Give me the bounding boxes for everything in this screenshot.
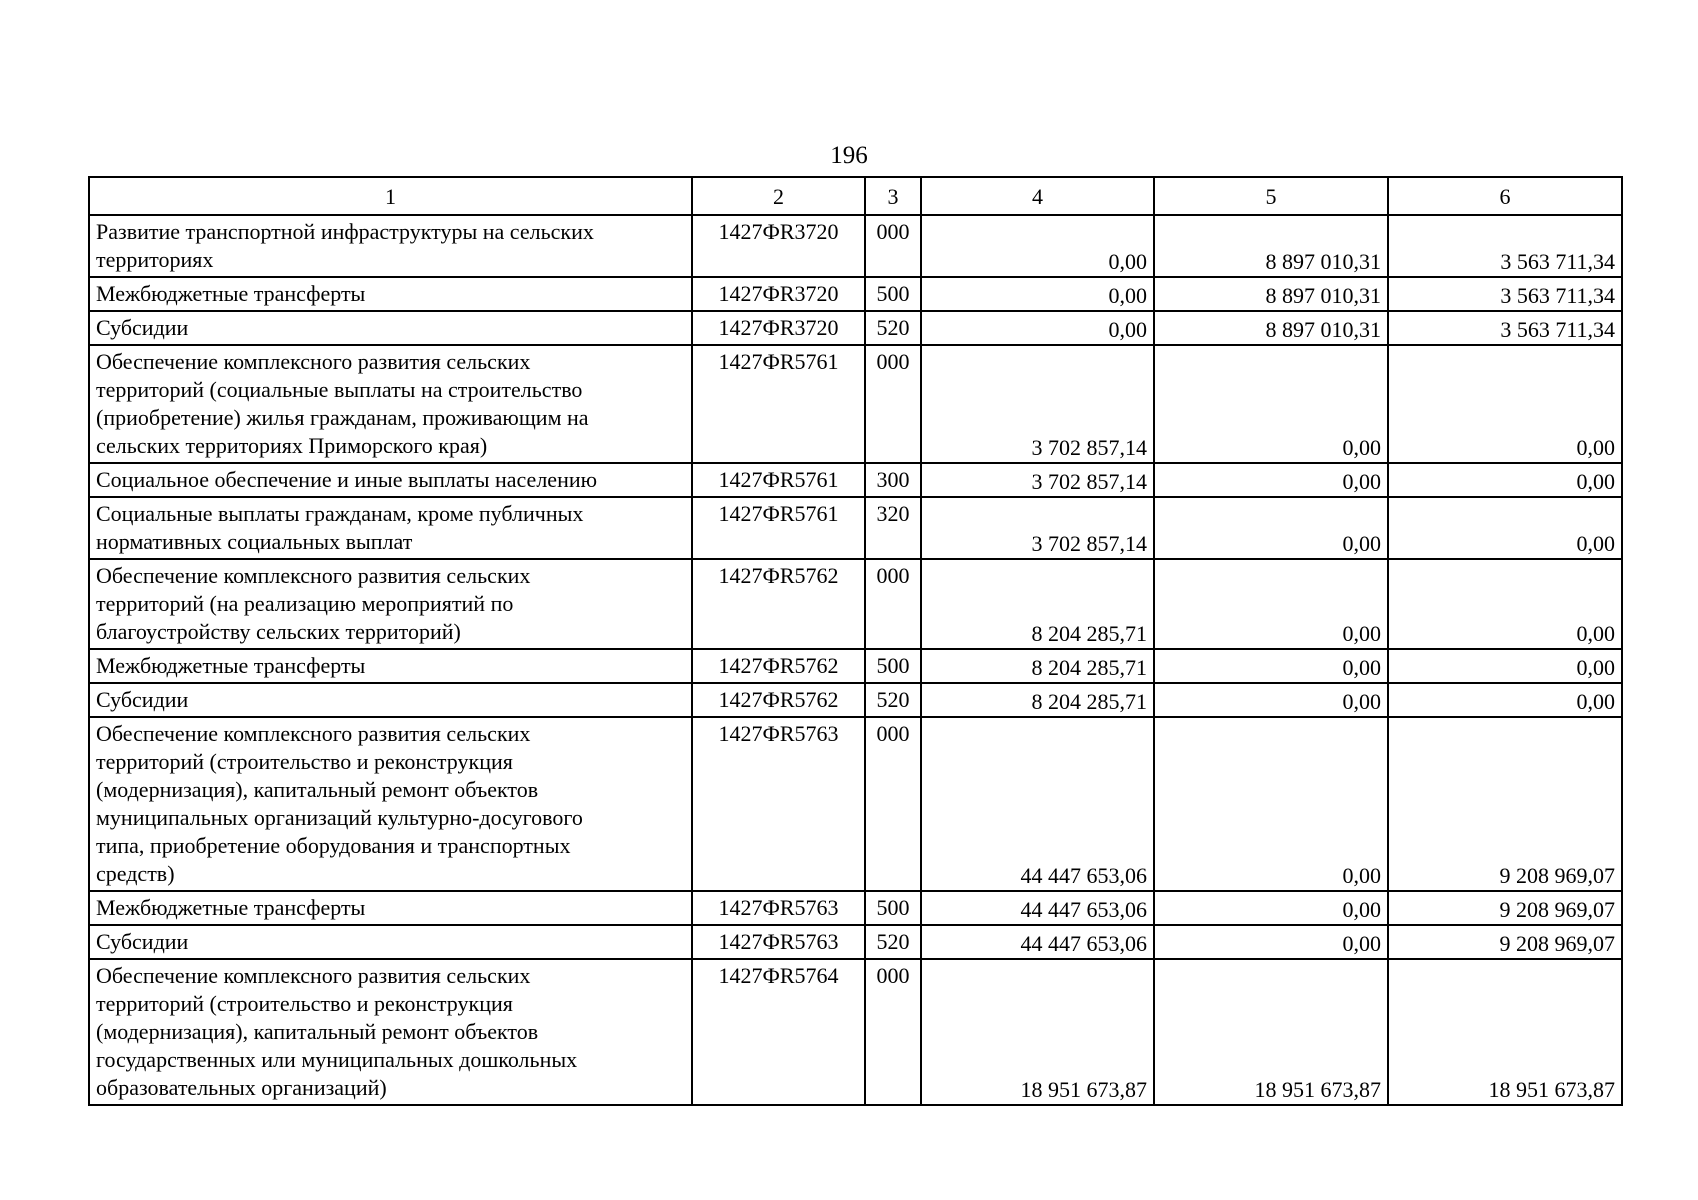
target-article-code: 1427ФR5761 [692, 345, 865, 463]
value-col-4: 8 204 285,71 [921, 683, 1154, 717]
value-col-6: 3 563 711,34 [1388, 277, 1622, 311]
description-line: нормативных социальных выплат [96, 529, 413, 554]
table-row [89, 649, 1622, 683]
table-row [89, 215, 1622, 277]
target-article-code: 1427ФR5763 [692, 891, 865, 925]
value-col-5: 0,00 [1154, 649, 1388, 683]
description-line: Обеспечение комплексного развития сельских [96, 721, 531, 746]
row-description [89, 463, 692, 497]
value-col-4: 0,00 [921, 277, 1154, 311]
row-description [89, 959, 692, 1105]
value-col-6: 9 208 969,07 [1388, 925, 1622, 959]
table-row [89, 311, 1622, 345]
row-description [89, 497, 692, 559]
description-line: Социальное обеспечение и иные выплаты населению [96, 467, 598, 492]
column-header-5: 5 [1154, 177, 1388, 215]
expense-type-code: 300 [865, 463, 921, 497]
expense-type-code: 000 [865, 559, 921, 649]
value-col-6: 3 563 711,34 [1388, 311, 1622, 345]
value-col-4: 0,00 [921, 215, 1154, 277]
table-row [89, 345, 1622, 463]
value-col-4: 8 204 285,71 [921, 649, 1154, 683]
target-article-code: 1427ФR3720 [692, 311, 865, 345]
value-col-4: 3 702 857,14 [921, 463, 1154, 497]
value-col-6: 0,00 [1388, 463, 1622, 497]
description-line: Развитие транспортной инфраструктуры на сельских [96, 219, 594, 244]
description-line: Обеспечение комплексного развития сельских [96, 563, 531, 588]
value-col-5: 8 897 010,31 [1154, 311, 1388, 345]
target-article-code: 1427ФR5764 [692, 959, 865, 1105]
value-col-5: 0,00 [1154, 683, 1388, 717]
description-line: образовательных организаций) [96, 1075, 387, 1100]
row-description [89, 345, 692, 463]
target-article-code: 1427ФR5762 [692, 683, 865, 717]
table-row [89, 959, 1622, 1105]
description-line: Межбюджетные трансферты [96, 895, 366, 920]
table-row [89, 463, 1622, 497]
row-description [89, 277, 692, 311]
description-line: Обеспечение комплексного развития сельских [96, 349, 531, 374]
value-col-5: 0,00 [1154, 463, 1388, 497]
table-row [89, 277, 1622, 311]
value-col-4: 44 447 653,06 [921, 891, 1154, 925]
column-header-4: 4 [921, 177, 1154, 215]
description-line: Межбюджетные трансферты [96, 281, 366, 306]
description-line: средств) [96, 861, 175, 886]
expense-type-code: 000 [865, 345, 921, 463]
column-header-3: 3 [865, 177, 921, 215]
description-line: муниципальных организаций культурно-досугового [96, 805, 583, 830]
value-col-5: 0,00 [1154, 717, 1388, 891]
value-col-4: 3 702 857,14 [921, 497, 1154, 559]
expense-type-code: 000 [865, 717, 921, 891]
expense-type-code: 500 [865, 649, 921, 683]
value-col-6: 0,00 [1388, 683, 1622, 717]
row-description [89, 215, 692, 277]
column-header-1: 1 [89, 177, 692, 215]
expense-type-code: 000 [865, 215, 921, 277]
column-header-2: 2 [692, 177, 865, 215]
value-col-5: 0,00 [1154, 497, 1388, 559]
row-description [89, 311, 692, 345]
expense-type-code: 500 [865, 277, 921, 311]
row-description [89, 559, 692, 649]
table-row [89, 925, 1622, 959]
description-line: Обеспечение комплексного развития сельских [96, 963, 531, 988]
table-row [89, 683, 1622, 717]
description-line: Субсидии [96, 315, 189, 340]
expense-type-code: 500 [865, 891, 921, 925]
expense-type-code: 000 [865, 959, 921, 1105]
row-description [89, 925, 692, 959]
value-col-6: 9 208 969,07 [1388, 891, 1622, 925]
value-col-4: 0,00 [921, 311, 1154, 345]
target-article-code: 1427ФR3720 [692, 277, 865, 311]
description-line: Субсидии [96, 687, 189, 712]
value-col-6: 18 951 673,87 [1388, 959, 1622, 1105]
page-number: 196 [830, 142, 868, 169]
value-col-4: 44 447 653,06 [921, 717, 1154, 891]
description-line: территорий (социальные выплаты на строительство [96, 377, 583, 402]
value-col-4: 3 702 857,14 [921, 345, 1154, 463]
row-description [89, 717, 692, 891]
description-line: сельских территориях Приморского края) [96, 433, 488, 458]
table-header-row [89, 177, 1622, 215]
description-line: государственных или муниципальных дошкольных [96, 1047, 578, 1072]
description-line: Межбюджетные трансферты [96, 653, 366, 678]
description-line: (модернизация), капитальный ремонт объектов [96, 777, 539, 802]
value-col-5: 0,00 [1154, 345, 1388, 463]
value-col-6: 0,00 [1388, 497, 1622, 559]
table-row [89, 559, 1622, 649]
target-article-code: 1427ФR3720 [692, 215, 865, 277]
expense-type-code: 520 [865, 683, 921, 717]
description-line: типа, приобретение оборудования и транспортных [96, 833, 571, 858]
target-article-code: 1427ФR5761 [692, 463, 865, 497]
value-col-5: 8 897 010,31 [1154, 215, 1388, 277]
description-line: благоустройству сельских территорий) [96, 619, 461, 644]
description-line: территорий (строительство и реконструкция [96, 749, 513, 774]
value-col-5: 18 951 673,87 [1154, 959, 1388, 1105]
table-row [89, 891, 1622, 925]
value-col-4: 44 447 653,06 [921, 925, 1154, 959]
description-line: территориях [96, 247, 214, 272]
row-description [89, 683, 692, 717]
value-col-6: 0,00 [1388, 345, 1622, 463]
value-col-5: 0,00 [1154, 891, 1388, 925]
table-row [89, 497, 1622, 559]
description-line: (модернизация), капитальный ремонт объектов [96, 1019, 539, 1044]
target-article-code: 1427ФR5763 [692, 925, 865, 959]
value-col-4: 18 951 673,87 [921, 959, 1154, 1105]
target-article-code: 1427ФR5762 [692, 649, 865, 683]
value-col-6: 3 563 711,34 [1388, 215, 1622, 277]
expense-type-code: 520 [865, 311, 921, 345]
budget-table [88, 176, 1623, 1106]
table-row [89, 717, 1622, 891]
target-article-code: 1427ФR5762 [692, 559, 865, 649]
table-body [89, 215, 1622, 1105]
value-col-6: 0,00 [1388, 559, 1622, 649]
value-col-5: 0,00 [1154, 559, 1388, 649]
description-line: Социальные выплаты гражданам, кроме публичных [96, 501, 584, 526]
value-col-6: 9 208 969,07 [1388, 717, 1622, 891]
value-col-4: 8 204 285,71 [921, 559, 1154, 649]
target-article-code: 1427ФR5761 [692, 497, 865, 559]
description-line: Субсидии [96, 929, 189, 954]
value-col-6: 0,00 [1388, 649, 1622, 683]
description-line: территорий (на реализацию мероприятий по [96, 591, 514, 616]
description-line: территорий (строительство и реконструкция [96, 991, 513, 1016]
expense-type-code: 520 [865, 925, 921, 959]
expense-type-code: 320 [865, 497, 921, 559]
description-line: (приобретение) жилья гражданам, проживающим на [96, 405, 589, 430]
value-col-5: 0,00 [1154, 925, 1388, 959]
row-description [89, 649, 692, 683]
column-header-6: 6 [1388, 177, 1622, 215]
value-col-5: 8 897 010,31 [1154, 277, 1388, 311]
target-article-code: 1427ФR5763 [692, 717, 865, 891]
row-description [89, 891, 692, 925]
